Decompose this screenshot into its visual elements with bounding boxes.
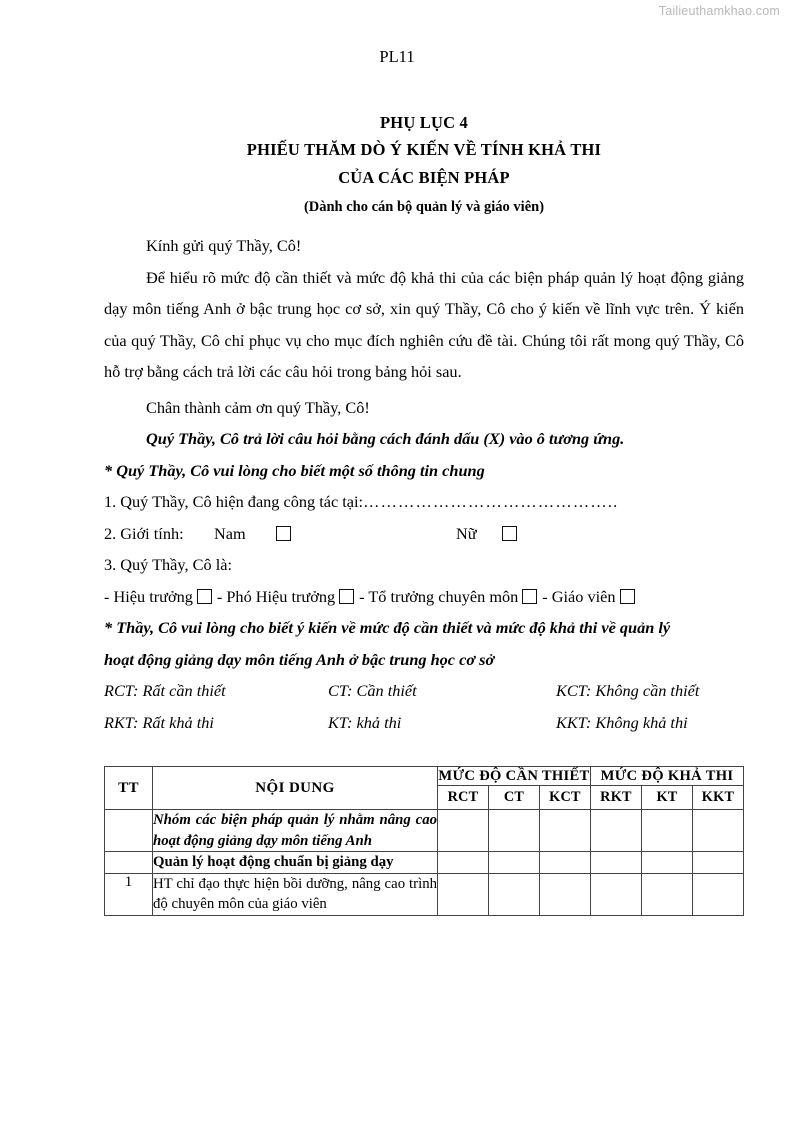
row-cell-rkt[interactable] [591, 810, 642, 852]
legend-rct: RCT: Rất cần thiết [104, 681, 226, 700]
row-cell-kct[interactable] [540, 852, 591, 874]
row-cell-kct[interactable] [540, 810, 591, 852]
question-gender [104, 518, 744, 550]
gender-female-checkbox[interactable] [502, 526, 517, 541]
row-cell-kkt[interactable] [693, 810, 744, 852]
header-sub-rct: RCT [438, 786, 489, 810]
row-cell-kt[interactable] [642, 873, 693, 915]
question-workplace [104, 486, 744, 518]
role-checkbox-teacher[interactable] [620, 589, 635, 604]
header-group-necessity: MỨC ĐỘ CẦN THIẾT [438, 768, 590, 784]
header-sub-kkt: KKT [693, 786, 744, 810]
role-label-head-of-department: - Tổ trưởng chuyên môn [359, 586, 519, 606]
gender-male-label: Nam [214, 523, 246, 543]
survey-table-body [105, 810, 744, 916]
row-cell-ct[interactable] [489, 873, 540, 915]
legend-ct: CT: Cần thiết [328, 681, 417, 700]
row-tt: 1 [105, 873, 153, 915]
instruction-text: Quý Thầy, Cô trả lời câu hỏi bằng cách đánh dấu (X) vào ô tương ứng. [146, 429, 625, 448]
row-cell-kkt[interactable] [693, 852, 744, 874]
row-tt [105, 852, 153, 874]
gender-female-checkbox-cell [502, 518, 517, 550]
appendix-title: PHỤ LỤC 4 [380, 113, 468, 132]
legend-kt: KT: khả thi [328, 712, 402, 732]
general-info-heading: * Quý Thầy, Cô vui lòng cho biết một số thông tin chung [104, 460, 485, 480]
survey-table-wrapper [104, 766, 744, 916]
greeting-text: Kính gửi quý Thầy, Cô! [146, 236, 302, 255]
row-cell-rct[interactable] [438, 810, 489, 852]
legend-kkt: KKT: Không khả thi [556, 712, 688, 732]
table-header-row-1 [105, 767, 744, 786]
row-content: Nhóm các biện pháp quản lý nhằm nâng cao hoạt động giảng dạy môn tiếng Anh [153, 810, 438, 852]
header-sub-kct: KCT [540, 786, 591, 810]
header-group-feasibility: MỨC ĐỘ KHẢ THI [591, 767, 744, 786]
survey-subtitle: (Dành cho cán bộ quản lý và giáo viên) [303, 199, 545, 215]
workplace-blank-line[interactable]: …………………………………….. [363, 492, 619, 511]
legend-rkt: RKT: Rất khả thi [104, 712, 214, 732]
row-cell-ct[interactable] [489, 852, 540, 874]
question-role-label: 3. Quý Thầy, Cô là: [104, 555, 232, 574]
legend-kct: KCT: Không cần thiết [556, 681, 700, 700]
survey-table [104, 766, 744, 916]
role-checkbox-principal[interactable] [197, 589, 212, 604]
table-row [105, 852, 744, 874]
role-checkbox-vice-principal[interactable] [339, 589, 354, 604]
page-label: PL11 [379, 47, 415, 66]
header-noi-dung: NỘI DUNG [153, 767, 438, 810]
legend-row-necessity [104, 675, 744, 707]
table-row [105, 873, 744, 915]
header-sub-kt: KT [642, 786, 693, 810]
watermark: Tailieuthamkhao.com [658, 4, 780, 18]
header-sub-rkt: RKT [591, 786, 642, 810]
row-cell-kkt[interactable] [693, 873, 744, 915]
row-cell-rct[interactable] [438, 852, 489, 874]
row-cell-kt[interactable] [642, 852, 693, 874]
role-options-row [104, 581, 744, 613]
intro-paragraph: Để hiểu rõ mức độ cần thiết và mức độ khả thi của các biện pháp quản lý hoạt động giảng dạy môn tiếng Anh ở bậc trung học cơ sở, xin quý Thầy, Cô cho ý kiến về lĩnh vực trên. Ý kiến của quý Thầy, Cô chỉ phục vụ cho mục đích nghiên cứu đề tài. Chúng tôi rất mong quý Thầy, Cô hỗ trợ bằng cách trả lời các câu hỏi trong bảng hỏi sau. [104, 267, 744, 381]
gender-male-checkbox-cell [276, 518, 456, 550]
question-workplace-label: 1. Quý Thầy, Cô hiện đang công tác tại: [104, 492, 364, 511]
row-cell-rkt[interactable] [591, 873, 642, 915]
opinion-heading-line2: hoạt động giảng dạy môn tiếng Anh ở bậc trung học cơ sở [104, 649, 495, 669]
gender-male-checkbox[interactable] [276, 526, 291, 541]
question-gender-label: 2. Giới tính: [104, 523, 184, 543]
row-cell-ct[interactable] [489, 810, 540, 852]
role-label-vice-principal: - Phó Hiệu trưởng [216, 586, 336, 606]
survey-title-line2: CỦA CÁC BIỆN PHÁP [338, 168, 510, 187]
title-block [104, 110, 744, 222]
header-sub-ct: CT [489, 786, 540, 810]
legend-row-feasibility [104, 707, 744, 739]
role-label-principal: - Hiệu trưởng [104, 586, 193, 606]
role-checkbox-head-of-department[interactable] [522, 589, 537, 604]
table-row [105, 810, 744, 852]
row-cell-kct[interactable] [540, 873, 591, 915]
gender-female-label: Nữ [456, 523, 477, 543]
row-tt [105, 810, 153, 852]
survey-table-head [105, 767, 744, 810]
opinion-heading-line1: * Thầy, Cô vui lòng cho biết ý kiến về mức độ cần thiết và mức độ khả thi về quản lý [104, 618, 671, 637]
row-cell-kt[interactable] [642, 810, 693, 852]
thanks-text: Chân thành cảm ơn quý Thầy, Cô! [146, 397, 370, 417]
row-content: HT chỉ đạo thực hiện bồi dưỡng, nâng cao trình độ chuyên môn của giáo viên [153, 873, 438, 915]
survey-title-line1: PHIẾU THĂM DÒ Ý KIẾN VỀ TÍNH KHẢ THI [246, 140, 602, 159]
document-content [104, 110, 744, 916]
row-content: Quản lý hoạt động chuẩn bị giảng dạy [153, 852, 438, 874]
row-cell-rkt[interactable] [591, 852, 642, 874]
row-cell-rct[interactable] [438, 873, 489, 915]
role-label-teacher: - Giáo viên [542, 586, 616, 606]
header-tt: TT [105, 767, 153, 810]
